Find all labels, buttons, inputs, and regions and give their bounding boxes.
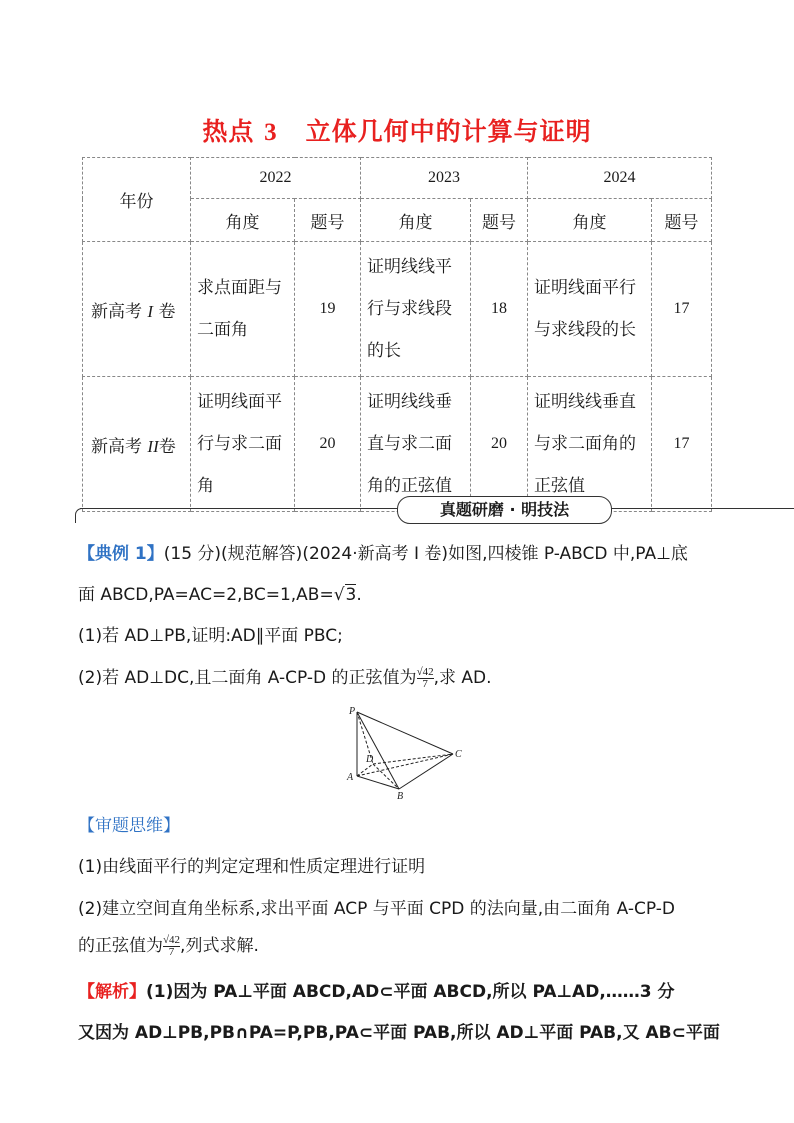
row-label: 新高考 II卷 [83,377,191,512]
title-text: 立体几何中的计算与证明 [305,117,592,146]
example-intro: (15 分)(规范解答)(2024·新高考 I 卷)如图,四棱锥 P-ABCD 中,PA⊥底 [163,544,688,564]
num-cell: 17 [652,242,712,377]
label-P: P [349,706,356,717]
row-label: 新高考 I 卷 [83,242,191,377]
exam-table [82,157,712,512]
thinking-step-1: (1)由线面平行的判定定理和性质定理进行证明 [78,857,426,877]
analysis-line-2: 又因为 AD⊥PB,PB∩PA=P,PB,PA⊂平面 PAB,所以 AD⊥平面 PAB,又 AB⊂平面 [78,1023,720,1043]
year-2024: 2024 [528,158,712,199]
angle-cell: 求点面距与二面角 [191,242,295,377]
banner-rule-curve [75,508,82,523]
year-header: 年份 [83,158,191,242]
num-cell: 19 [295,242,361,377]
label-B: B [397,791,404,800]
angle-cell: 证明线线垂直与求二面角的正弦值 [361,377,471,512]
label-A: A [347,772,354,783]
title-prefix: 热点 [202,117,255,146]
section-banner: 真题研磨 · 明技法 [397,496,612,524]
num-cell: 20 [295,377,361,512]
example-line-1 [78,542,688,566]
pyramid-figure [343,704,468,800]
num-cell: 20 [471,377,528,512]
thinking-tag: 【审题思维】 [78,816,180,836]
question-1: (1)若 AD⊥PB,证明:AD∥平面 PBC; [78,626,343,646]
question-2: (2)若 AD⊥DC,且二面角 A-CP-D 的正弦值为 $\frac{√42}{7}$ ,求 AD. [78,665,492,690]
table-row [83,377,712,512]
angle-cell: 证明线线垂直与求二面角的正弦值 [528,377,652,512]
year-2022: 2022 [191,158,361,199]
analysis-line-1: 【解析】(1)因为 PA⊥平面 ABCD,AD⊂平面 ABCD,所以 PA⊥AD,……3 分 [78,982,675,1002]
analysis-tag: 【解析】 [78,982,146,1002]
angle-cell: 证明线线平行与求线段的长 [361,242,471,377]
angle-cell: 证明线面平行与求二面角 [191,377,295,512]
fraction: $\frac{√42}{7}$ [163,933,181,958]
fraction: $\frac{√42}{7}$ [416,665,434,690]
num-header: 题号 [295,199,361,242]
page-title [0,112,794,148]
thinking-step-2: (2)建立空间直角坐标系,求出平面 ACP 与平面 CPD 的法向量,由二面角 A-CP-D [78,899,675,919]
label-C: C [455,749,462,760]
angle-header: 角度 [528,199,652,242]
year-2023: 2023 [361,158,528,199]
angle-header: 角度 [191,199,295,242]
angle-cell: 证明线面平行与求线段的长 [528,242,652,377]
table-row [83,242,712,377]
thinking-step-2b: 的正弦值为 $\frac{√42}{7}$ ,列式求解. [78,933,259,958]
angle-header: 角度 [361,199,471,242]
num-cell: 17 [652,377,712,512]
label-D: D [366,754,374,765]
example-tag: 【典例 1】 [78,544,164,564]
title-number: 3 [264,119,278,146]
example-line-2: 面 ABCD,PA=AC=2,BC=1,AB=√3. [78,585,362,605]
num-header: 题号 [652,199,712,242]
num-cell: 18 [471,242,528,377]
num-header: 题号 [471,199,528,242]
